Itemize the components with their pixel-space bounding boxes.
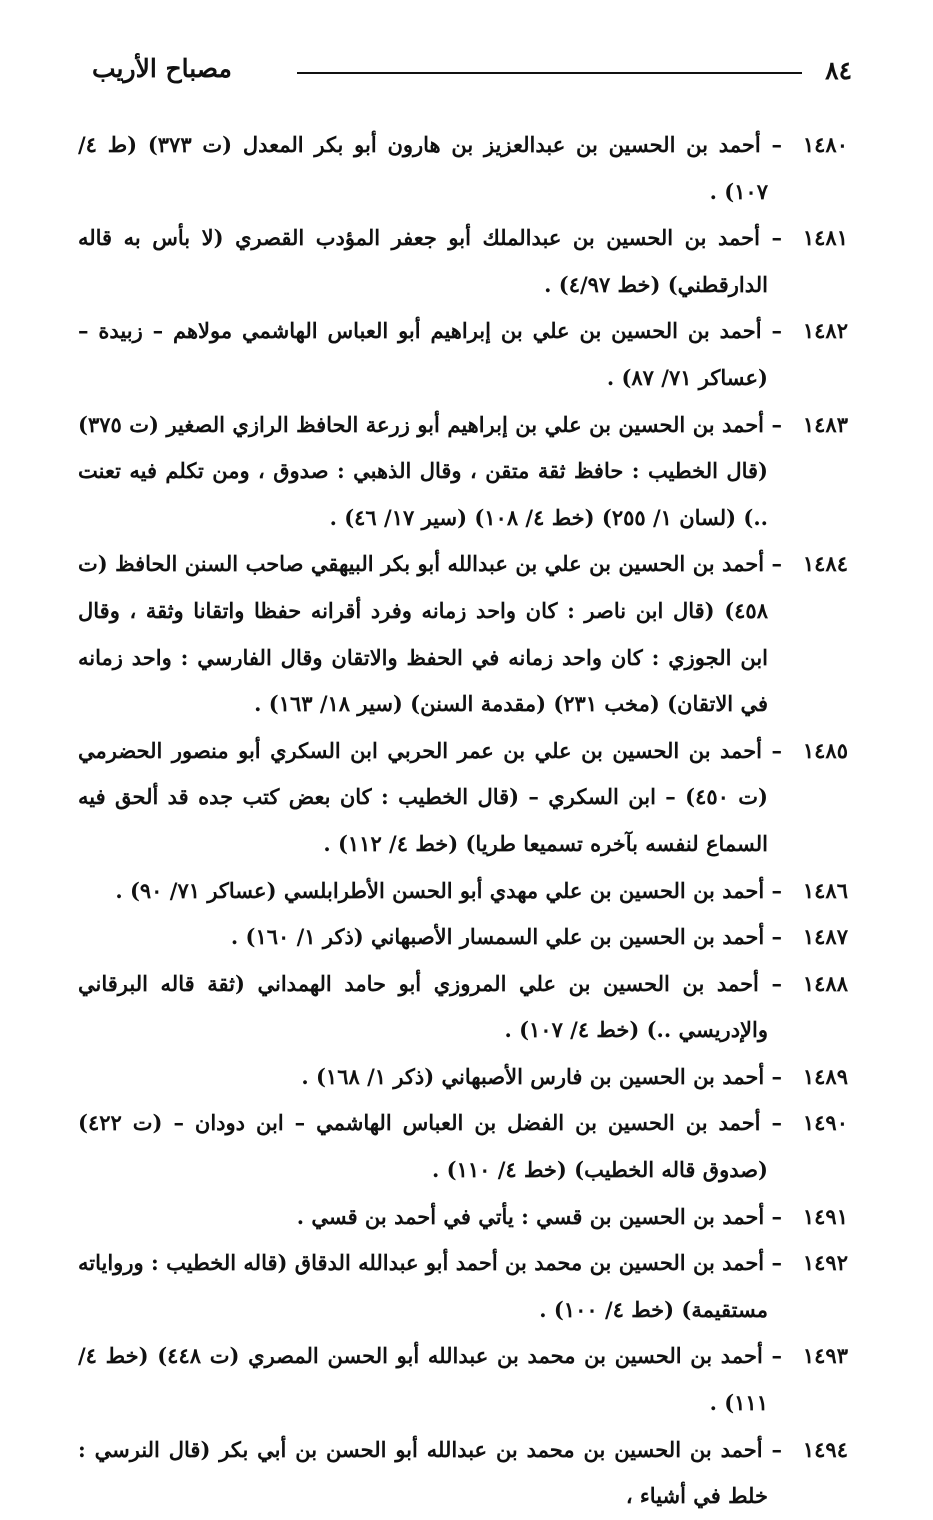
list-item (78, 1194, 848, 1241)
entry-number: ١٤٩٤ (802, 1436, 848, 1462)
list-item (78, 402, 848, 542)
entry-number: ١٤٨٠ (802, 132, 848, 157)
entry-text: – أحمد بن الحسين بن الفضل بن العباس الهاشمي – ابن دودان – (ت ٤٢٢) (صدوق قاله الخطيب) (خط ٤/ ١١٠) . (78, 1110, 782, 1183)
list-item (78, 541, 848, 727)
book-title: مصباح الأريب (92, 54, 232, 83)
entry-number: ١٤٨٤ (802, 551, 848, 577)
list-item (78, 728, 848, 868)
entry-text: – أحمد بن الحسين بن علي بن عمر الحربي ابن السكري أبو منصور الحضرمي (ت ٤٥٠) – ابن السكري – (قال الخطيب : كان بعض كتب جده قد ألحق فيه السماع لنفسه بآخره تسميعا طريا) (خط ٤/ ١١٢) . (78, 737, 782, 856)
entry-text: – أحمد بن الحسين بن محمد بن عبدالله أبو الحسن بن أبي بكر (قال النرسي : خلط في أشياء ، (78, 1436, 782, 1509)
header-rule (297, 72, 802, 74)
entry-number: ١٤٨٨ (802, 970, 848, 996)
entries-list (78, 122, 848, 1520)
entry-number: ١٤٨٢ (802, 318, 848, 344)
entry-number: ١٤٨٧ (802, 924, 848, 950)
entry-number: ١٤٩٠ (802, 1110, 848, 1136)
entry-text: – أحمد بن الحسين بن علي بن إبراهيم أبو زرعة الحافظ الرازي الصغير (ت ٣٧٥) (قال الخطيب : حافظ ثقة متقن ، وقال الذهبي : صدوق ، ومن تكلم فيه تعنت ..) (لسان ١/ ٢٥٥) (خط ٤/ ١٠٨) (سير ١٧/ ٤٦) . (78, 411, 782, 530)
entry-text: – أحمد بن الحسين بن فارس الأصبهاني (ذكر ١/ ١٦٨) . (301, 1063, 782, 1089)
list-item (78, 914, 848, 961)
entry-text: – أحمد بن الحسين بن علي مهدي أبو الحسن الأطرابلسي (عساكر ٧١/ ٩٠) . (115, 877, 782, 903)
entry-text: – أحمد بن الحسين بن علي بن عبدالله أبو بكر البيهقي صاحب السنن الحافظ (ت ٤٥٨) (قال ابن ناصر : كان واحد زمانه وفرد أقرانه حفظا واتقانا وثقة ، وقال ابن الجوزي : كان واحد زمانه في الحفظ والاتقان وقال الفارسي : واحد زمانه في الاتقان) (مخب ٢٣١) (مقدمة السنن) (سير ١٨/ ١٦٣) . (78, 551, 782, 717)
entry-text: – أحمد بن الحسين بن عبدالملك أبو جعفر المؤدب القصري (لا بأس به قاله الدارقطني) (خط ٤/٩٧) . (78, 225, 782, 297)
list-item (78, 1054, 848, 1101)
entry-number: ١٤٨٥ (802, 737, 848, 763)
entry-number: ١٤٨٣ (802, 411, 848, 437)
entry-text: – أحمد بن الحسين بن محمد بن أحمد أبو عبدالله الدقاق (قاله الخطيب : ورواياته مستقيمة) (خط ٤/ ١٠٠) . (78, 1250, 782, 1322)
list-item (78, 215, 848, 308)
entry-number: ١٤٩١ (802, 1203, 848, 1229)
list-item (78, 1100, 848, 1193)
entry-text: – أحمد بن الحسين بن علي بن إبراهيم أبو العباس الهاشمي مولاهم – زبيدة – (عساكر ٧١/ ٨٧) . (78, 318, 782, 390)
entry-text: – أحمد بن الحسين بن علي المروزي أبو حامد الهمداني (ثقة قاله البرقاني والإدريسي ..) (خط ٤/ ١٠٧) . (78, 970, 782, 1043)
entry-text: – أحمد بن الحسين بن عبدالعزيز بن هارون أبو بكر المعدل (ت ٣٧٣) (ط ٤/ ١٠٧) . (78, 132, 782, 204)
entry-number: ١٤٨٩ (802, 1063, 848, 1089)
entry-text: – أحمد بن الحسين بن علي السمسار الأصبهاني (ذكر ١/ ١٦٠) . (230, 924, 782, 950)
entry-number: ١٤٨١ (802, 225, 848, 251)
list-item (78, 308, 848, 401)
page-header (92, 50, 852, 100)
list-item (78, 1333, 848, 1426)
list-item (78, 961, 848, 1054)
entry-text: – أحمد بن الحسين بن محمد بن عبدالله أبو الحسن المصري (ت ٤٤٨) (خط ٤/ ١١١) . (78, 1343, 782, 1416)
entry-number: ١٤٨٦ (802, 877, 848, 903)
entry-text: – أحمد بن الحسين بن قسي : يأتي في أحمد بن قسي . (296, 1203, 782, 1229)
list-item (78, 1240, 848, 1333)
page-number: ٨٤ (825, 56, 852, 85)
list-item (78, 1427, 848, 1520)
list-item (78, 868, 848, 915)
entry-number: ١٤٩٢ (802, 1250, 848, 1276)
list-item (78, 122, 848, 215)
entry-number: ١٤٩٣ (802, 1343, 848, 1369)
